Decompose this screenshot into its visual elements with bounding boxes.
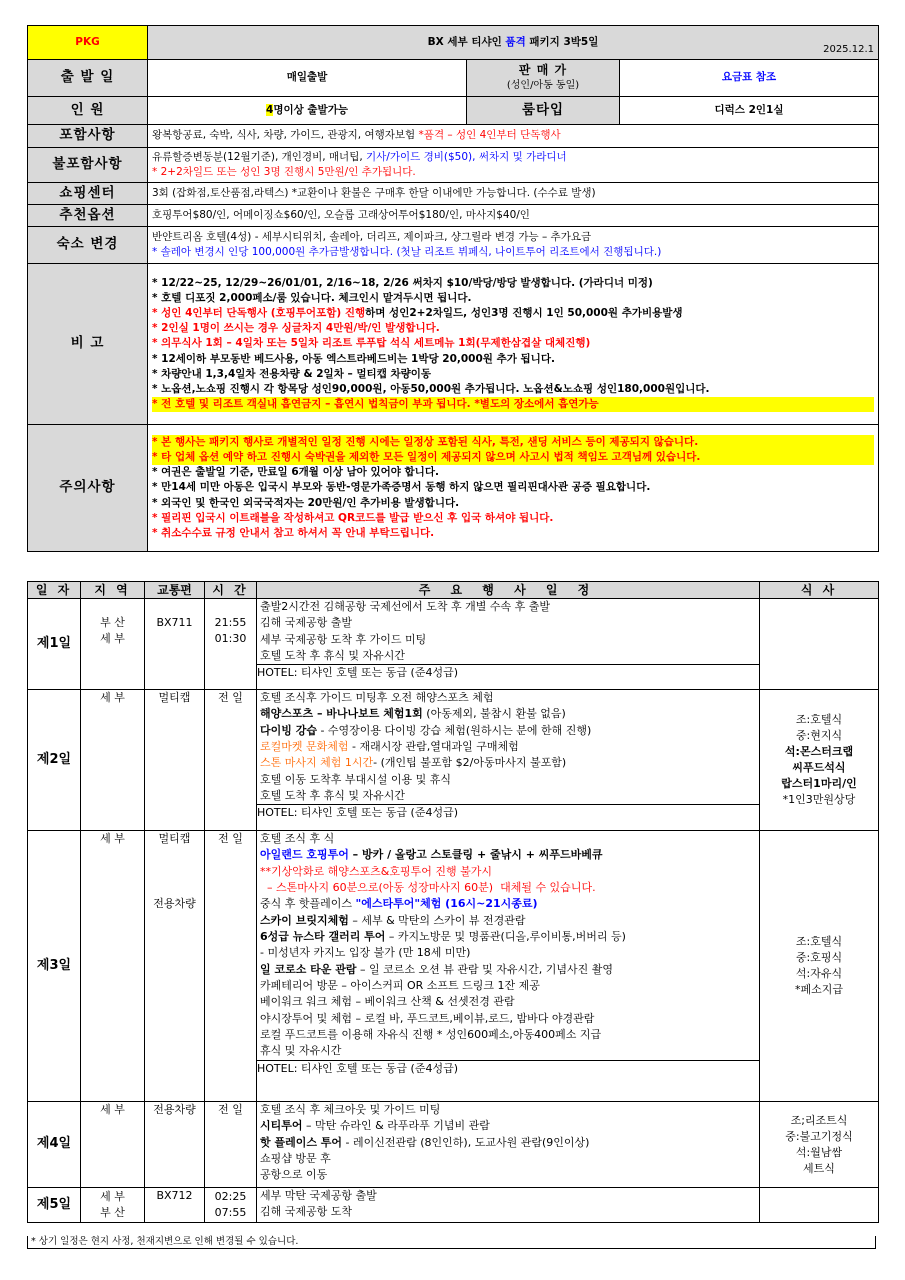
room-label: 룸타입: [467, 97, 620, 125]
day-transport: 멀티캡: [145, 690, 205, 831]
excluded-label: 불포함사항: [28, 148, 148, 183]
hotel-change-label: 숙소 변경: [28, 227, 148, 264]
day-meal: [760, 599, 879, 690]
day-region: 세 부: [81, 831, 145, 1102]
day-time: 21:55 01:30: [205, 599, 257, 690]
day-region: 세 부 부 산: [81, 1188, 145, 1223]
package-title: BX 세부 티샤인 품격 패키지 3박5일 2025.12.1: [148, 26, 879, 60]
day-region: 세 부: [81, 690, 145, 831]
day-transport: 전용차량: [145, 1102, 205, 1188]
table-row: [28, 831, 879, 1102]
day-label: 제2일: [28, 690, 81, 831]
excluded-text: 유류할증변동분(12월기준), 개인경비, 매너팁, 기사/가이드 경비($50), 써차지 및 가라디너 * 2+2차일드 또는 성인 3명 진행시 5만원/인 추가됩니다.: [148, 148, 879, 183]
remarks-label: 비 고: [28, 264, 148, 425]
col-transport: 교통편: [145, 582, 205, 599]
hotel-line: HOTEL: 티샤인 호텔 또는 동급 (준4성급): [257, 664, 760, 681]
hotel-line: HOTEL: 티샤인 호텔 또는 동급 (준4성급): [257, 1060, 760, 1077]
day-transport: BX712: [145, 1188, 205, 1223]
shopping-label: 쇼핑센터: [28, 183, 148, 205]
hotel-line: HOTEL: 티샤인 호텔 또는 동급 (준4성급): [257, 804, 760, 821]
pkg-badge: PKG: [28, 26, 148, 60]
day-meal: 조:호텔식 중:호핑식 석:자유식 *페소지급: [760, 831, 879, 1102]
day-transport: BX711: [145, 599, 205, 690]
day-label: 제1일: [28, 599, 81, 690]
itinerary-table: [27, 581, 879, 1223]
day-label: 제4일: [28, 1102, 81, 1188]
table-row: [28, 690, 879, 831]
day-time: 02:25 07:55: [205, 1188, 257, 1223]
col-date: 일 자: [28, 582, 81, 599]
options-text: 호핑투어$80/인, 어메이징쇼$60/인, 오슬롭 고래상어투어$180/인, 마사지$40/인: [148, 205, 879, 227]
caution-label: 주의사항: [28, 425, 148, 552]
people-label: 인 원: [28, 97, 148, 125]
day-time: 전 일: [205, 690, 257, 831]
col-meal: 식 사: [760, 582, 879, 599]
day-transport: 멀티캡 전용차량: [145, 831, 205, 1102]
room-value: 디럭스 2인1실: [620, 97, 879, 125]
table-row: [28, 1102, 879, 1188]
departure-value: 매일출발: [148, 60, 467, 97]
departure-label: 출 발 일: [28, 60, 148, 97]
table-row: [28, 1188, 879, 1223]
day-schedule: 출발2시간전 김해공항 국제선에서 도착 후 개별 수속 후 출발 김해 국제공항 출발 세부 국제공항 도착 후 가이드 미팅 호텔 도착 후 휴식 및 자유시간 HOTEL: 티샤인 호텔 또는 동급 (준4성급): [257, 599, 760, 690]
col-region: 지 역: [81, 582, 145, 599]
table-row: [28, 599, 879, 690]
included-text: 왕복항공료, 숙박, 식사, 차량, 가이드, 관광지, 여행자보험 *품격 – 성인 4인부터 단독행사: [148, 125, 879, 148]
day-schedule: 호텔 조식 후 체크아웃 및 가이드 미팅 시티투어 – 막탄 슈라인 & 라푸라푸 기념비 관람 핫 플레이스 투어 - 레이신전관람 (8인인하), 도교사원 관람(9인이상) 쇼핑샵 방문 후 공항으로 이동: [257, 1102, 760, 1188]
day-meal: 조;리조트식 중:불고기정식 석:월남쌈 세트식: [760, 1102, 879, 1188]
day-time: 전 일: [205, 831, 257, 1102]
issue-date: 2025.12.1: [823, 43, 874, 55]
people-value: 4명이상 출발가능: [148, 97, 467, 125]
hotel-change-text: 반얀트리옴 호텔(4성) - 세부시티위치, 솔레아, 더리프, 제이파크, 샹그릴라 변경 가능 – 추가요금 * 솔레아 변경시 인당 100,000원 추가금발생합니다. (첫날 리조트 뷔페식, 나이트투어 리조트에서 진행됩니다.): [148, 227, 879, 264]
caution-text: * 본 행사는 패키지 행사로 개별적인 일정 진행 시에는 일정상 포함된 식사, 특전, 샌딩 서비스 등이 제공되지 않습니다. * 타 업체 옵션 예약 하고 진행시 숙박권을 제외한 모든 일정이 제공되지 않으며 사고시 법적 책임도 고객님께 있습니다. * 여권은 출발일 기준, 만료일 6개월 이상 남아 있어야 합니다. * 만14세 미만 아동은 입국시 부모와 동반-영문가족증명서 동행 하지 않으면 필리핀대사관 공증 필요합니다. * 외국인 및 한국인 외국국적자는 20만원/인 추가비용 발생합니다. * 필리핀 입국시 이트래블을 작성하셔고 QR코드를 발급 받으신 후 입국 하셔야 됩니다. * 취소수수료 규정 안내서 참고 하셔서 꼭 안내 부탁드립니다.: [148, 425, 879, 552]
footnote: * 상기 일정은 현지 사정, 천재지변으로 인해 변경될 수 있습니다.: [27, 1236, 876, 1249]
day-region: 세 부: [81, 1102, 145, 1188]
day-meal: [760, 1188, 879, 1223]
col-schedule: 주 요 행 사 일 정: [257, 582, 760, 599]
included-label: 포함사항: [28, 125, 148, 148]
day-meal: 조:호텔식 중:현지식 석:몬스터크랩 씨푸드석식 랍스터1마리/인 *1인3만원상당: [760, 690, 879, 831]
options-label: 추천옵션: [28, 205, 148, 227]
price-value: 요금표 참조: [620, 60, 879, 97]
price-label: 판 매 가 (성인/아동 동일): [467, 60, 620, 97]
remarks-text: * 12/22~25, 12/29~26/01/01, 2/16~18, 2/26 써차지 $10/박당/방당 발생합니다. (가라디너 미정) * 호텔 디포짓 2,000페소/룸 있습니다. 체크인시 맡겨두시면 됩니다. * 성인 4인부터 단독행사 (호핑투어포함) 진행하며 성인2+2차일드, 성인3명 진행시 1인 50,000원 추가비용발생 * 2인실 1명이 쓰시는 경우 싱글차지 4만원/박/인 발생합니다. * 의무식사 1회 – 4일차 또는 5일차 리조트 루푸탑 석식 세트메뉴 1회(무제한삼겹살 대체진행) * 12세이하 부모동반 베드사용, 아동 엑스트라베드비는 1박당 20,000원 추가 됩니다. * 차량안내 1,3,4일차 전용차량 & 2일차 – 멀티캡 차량이동 * 노옵션,노쇼핑 진행시 각 항목당 성인90,000원, 아동50,000원 추가됩니다. 노옵션&노쇼핑 성인180,000원입니다. * 전 호텔 및 리조트 객실내 흡연금지 – 흡연시 법칙금이 부과 됩니다. *별도의 장소에서 흡연가능: [148, 264, 879, 425]
day-region: 부 산 세 부: [81, 599, 145, 690]
package-summary-table: [27, 25, 879, 552]
col-time: 시 간: [205, 582, 257, 599]
day-label: 제3일: [28, 831, 81, 1102]
shopping-text: 3회 (잡화점,토산품점,라텍스) *교환이나 환불은 구매후 한달 이내에만 가능합니다. (수수료 발생): [148, 183, 879, 205]
day-label: 제5일: [28, 1188, 81, 1223]
day-schedule: 호텔 조식후 가이드 미팅후 오전 해양스포츠 체험 해양스포츠 – 바나나보트 체험1회 (아동제외, 불참시 환불 없음) 다이빙 강습 - 수영장이용 다이빙 강습 체험(원하시는 분에 한해 진행) 로컬마켓 문화체험 - 재래시장 관람,열대과일 구매체험 스톤 마사지 체험 1시간- (개인팁 불포함 $2/아동마사지 불포함) 호텔 이동 도착후 부대시설 이용 및 휴식 호텔 도착 후 휴식 및 자유시간 HOTEL: 티샤인 호텔 또는 동급 (준4성급): [257, 690, 760, 831]
day-schedule: 호텔 조식 후 식 아일랜드 호핑투어 – 방카 / 올랑고 스토클링 + 줄낚시 + 씨푸드바베큐 **기상악화로 해양스포츠&호핑투어 진행 불가시 – 스톤마사지 60분으로(아동 성장마사지 60분) 대체될 수 있습니다. 중식 후 핫플레이스 "에스타투어"체험 (16시~21시종료) 스카이 브릿지체험 – 세부 & 막탄의 스카이 뷰 전경관람 6성급 뉴스타 갤러리 투어 – 카지노방문 및 명품관(디올,루이비통,버버리 등) - 미성년자 카지노 입장 불가 (만 18세 미만) 일 코로소 타운 관람 – 일 코르소 오션 뷰 관람 및 자유시간, 기념사진 촬영 카페테리어 방문 – 아이스커피 OR 소프트 드링크 1잔 제공 베이워크 워크 체험 – 베이워크 산책 & 선셋전경 관람 야시장투어 및 체험 – 로컬 바, 푸드코트,베이뷰,로드, 밤바다 야경관람 로컬 푸드코트를 이용해 자유식 진행 * 성인600페소,아동400페소 지급 휴식 및 자유시간 HOTEL: 티샤인 호텔 또는 동급 (준4성급): [257, 831, 760, 1102]
day-schedule: 세부 막탄 국제공항 출발 김해 국제공항 도착: [257, 1188, 760, 1223]
day-time: 전 일: [205, 1102, 257, 1188]
itinerary-header-row: [28, 582, 879, 599]
